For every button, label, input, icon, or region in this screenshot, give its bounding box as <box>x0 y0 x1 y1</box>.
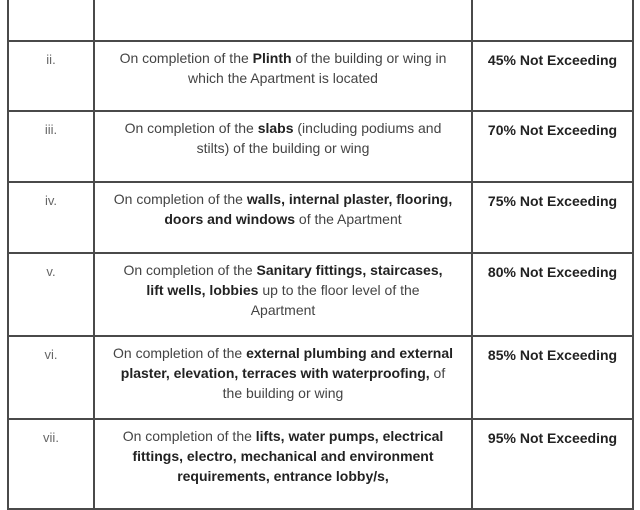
row-number: ii. <box>8 41 94 111</box>
row-number: vii. <box>8 419 94 509</box>
milestone-text: of the Apartment <box>295 211 402 227</box>
payment-percentage: 85% Not Exceeding <box>472 336 633 419</box>
milestone-text: of the building or wing <box>222 365 446 401</box>
milestone-text: On completion of the <box>122 428 256 444</box>
payment-percentage: 95% Not Exceeding <box>472 419 633 509</box>
table-row <box>8 419 633 509</box>
milestone-keyword: lifts, water pumps, electrical fittings, electro, mechanical and environment requirements, entrance lobby/s, <box>132 428 444 484</box>
table-row <box>8 41 633 111</box>
milestone-description <box>94 41 472 111</box>
table-row <box>8 182 633 253</box>
milestone-keyword: Plinth <box>252 50 292 66</box>
milestone-text: (including podiums and stilts) of the building or wing <box>196 120 442 156</box>
milestone-keyword: Sanitary fittings, staircases, lift wells, lobbies <box>146 262 443 298</box>
row-number: iv. <box>8 182 94 253</box>
table-row <box>8 0 633 41</box>
table-row <box>8 253 633 336</box>
milestone-text: up to the floor level of the Apartment <box>250 282 420 318</box>
milestone-description <box>94 0 472 41</box>
payment-percentage: 75% Not Exceeding <box>472 182 633 253</box>
table-row <box>8 111 633 182</box>
payment-percentage: 70% Not Exceeding <box>472 111 633 182</box>
milestone-text: On completion of the <box>113 191 247 207</box>
milestone-keyword: walls, internal plaster, flooring, doors and windows <box>164 191 453 227</box>
milestone-text: On completion of the <box>124 120 258 136</box>
payment-percentage: 80% Not Exceeding <box>472 253 633 336</box>
milestone-description <box>94 336 472 419</box>
milestone-keyword: external plumbing and external plaster, elevation, terraces with waterproofing, <box>120 345 454 381</box>
table-body <box>8 0 633 509</box>
row-number <box>8 0 94 41</box>
milestone-keyword: slabs <box>257 120 294 136</box>
milestone-text: On completion of the <box>119 50 253 66</box>
row-number: v. <box>8 253 94 336</box>
payment-percentage: 45% Not Exceeding <box>472 41 633 111</box>
table-row <box>8 336 633 419</box>
milestone-description <box>94 253 472 336</box>
milestone-description <box>94 419 472 509</box>
milestone-description <box>94 182 472 253</box>
payment-schedule-table <box>7 0 634 510</box>
milestone-text: On completion of the <box>113 345 247 361</box>
row-number: vi. <box>8 336 94 419</box>
milestone-text: of the building or wing in which the Apartment is located <box>188 50 447 86</box>
row-number: iii. <box>8 111 94 182</box>
payment-percentage <box>472 0 633 41</box>
milestone-description <box>94 111 472 182</box>
milestone-text: On completion of the <box>123 262 257 278</box>
